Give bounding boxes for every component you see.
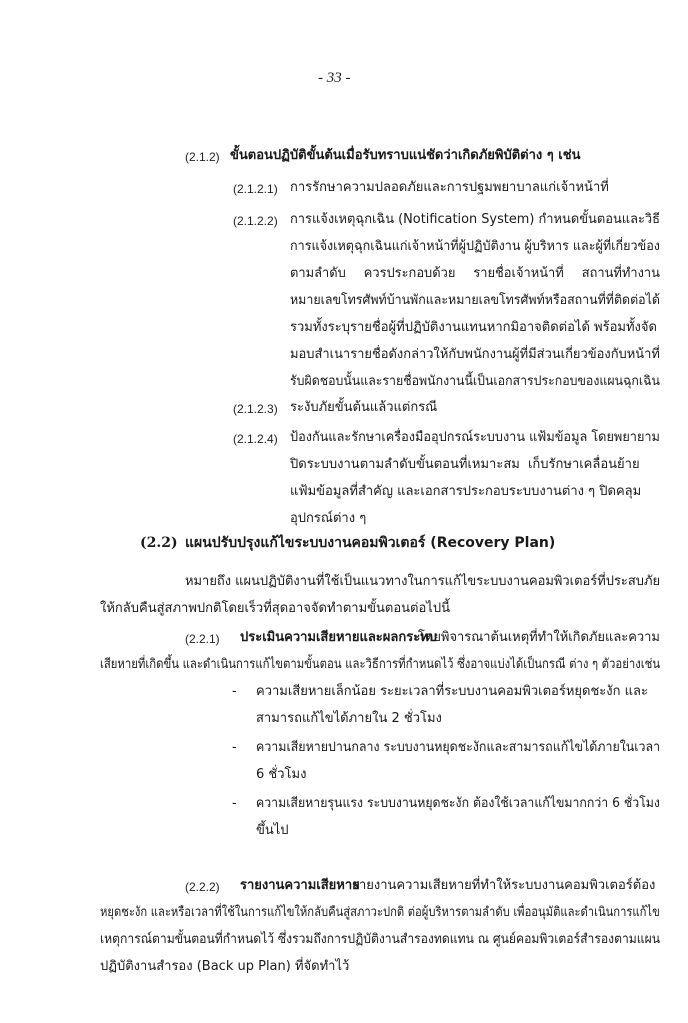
paragraph-line: เหตุการณ์ตามขั้นตอนที่กำหนดไว้ ซึ่งรวมถึงการปฏิบัติงานสำรองทดแทน ณ ศูนย์คอมพิวเตอร์สำรองตามแผน <box>100 932 661 947</box>
paragraph-line: ปฏิบัติงานสำรอง (Back up Plan) ที่จัดทำไว้ <box>100 959 350 974</box>
paragraph-line: เสียหายที่เกิดขึ้น และดำเนินการแก้ไขตามขั้นตอน และวิธีการที่กำหนดไว้ ซึ่งอาจแบ่งได้เป็นกรณี ต่าง ๆ ตัวอย่างเช่น <box>100 657 661 672</box>
bullet-text: สามารถแก้ไขได้ภายใน 2 ชั่วโมง <box>256 711 442 726</box>
bullet-dash: - <box>232 740 237 755</box>
section-heading: ขั้นตอนปฏิบัติขั้นต้นเมื่อรับทราบแน่ชัดว่าเกิดภัยพิบัติต่าง ๆ เช่น <box>230 148 581 163</box>
bullet-text: ความเสียหายปานกลาง ระบบงานหยุดชะงักและสามารถแก้ไขได้ภายในเวลา <box>256 740 661 755</box>
paragraph-line: หยุดชะงัก และหรือเวลาที่ใช้ในการแก้ไขให้กลับคืนสู่สภาวะปกติ ต่อผู้บริหารตามลำดับ เพื่ออนุมัติและดำเนินการแก้ไข <box>100 905 660 920</box>
bullet-dash: - <box>232 796 237 811</box>
bullet-text: ความเสียหายรุนแรง ระบบงานหยุดชะงัก ต้องใช้เวลาแก้ไขมากกว่า 6 ชั่วโมง <box>256 796 660 811</box>
item-text: ป้องกันและรักษาเครื่องมืออุปกรณ์ระบบงาน แฟ้มข้อมูล โดยพยายาม <box>290 430 660 445</box>
paragraph-line: โดยพิจารณาต้นเหตุที่ทำให้เกิดภัยและความ <box>418 630 660 645</box>
item-text: แฟ้มข้อมูลที่สำคัญ และเอกสารประกอบระบบงานต่าง ๆ ปิดคลุม <box>290 484 642 499</box>
section-number: (2.2.2) <box>185 880 220 894</box>
item-text: ตามลำดับ ควรประกอบด้วย รายชื่อเจ้าหน้าที่ สถานที่ทำงาน <box>290 266 660 281</box>
section-number: (2.1.2) <box>185 150 220 164</box>
bullet-text: ความเสียหายเล็กน้อย ระยะเวลาที่ระบบงานคอมพิวเตอร์หยุดชะงัก และ <box>256 684 648 699</box>
bullet-dash: - <box>232 684 237 699</box>
item-text: รวมทั้งระบุรายชื่อผู้ที่ปฏิบัติงานแทนหากมิอาจติดต่อได้ พร้อมทั้งจัด <box>290 320 657 335</box>
item-number: (2.1.2.4) <box>233 432 278 446</box>
item-text: หมายเลขโทรศัพท์บ้านพักและหมายเลขโทรศัพท์หรือสถานที่ที่ติดต่อได้ <box>290 293 660 308</box>
item-number: (2.1.2.1) <box>233 182 278 196</box>
section-heading: ประเมินความเสียหายและผลกระทบ <box>240 630 438 645</box>
paragraph-line: ให้กลับคืนสู่สภาพปกติโดยเร็วที่สุดอาจจัดทำตามขั้นตอนต่อไปนี้ <box>100 601 450 616</box>
item-text: การแจ้งเหตุฉุกเฉินแก่เจ้าหน้าที่ผู้ปฏิบัติงาน ผู้บริหาร และผู้ที่เกี่ยวข้อง <box>290 239 660 254</box>
item-number: (2.1.2.3) <box>233 402 278 416</box>
section-number: (2.2.1) <box>185 632 220 646</box>
item-number: (2.1.2.2) <box>233 214 278 228</box>
section-heading: แผนปรับปรุงแก้ไขระบบงานคอมพิวเตอร์ (Recovery Plan) <box>185 535 556 551</box>
item-text: รับผิดชอบนั้นและรายชื่อพนักงานนี้เป็นเอกสารประกอบของแผนฉุกเฉิน <box>290 374 660 389</box>
paragraph-line: หมายถึง แผนปฏิบัติงานที่ใช้เป็นแนวทางในการแก้ไขระบบงานคอมพิวเตอร์ที่ประสบภัย <box>185 574 661 589</box>
bullet-text: ขึ้นไป <box>256 823 289 838</box>
paragraph-line: รายงานความเสียหายที่ทำให้ระบบงานคอมพิวเตอร์ต้อง <box>352 878 656 893</box>
item-text: มอบสำเนารายชื่อดังกล่าวให้กับพนักงานผู้ที่มีส่วนเกี่ยวข้องกับหน้าที่ <box>290 347 660 362</box>
section-heading: รายงานความเสียหาย <box>240 878 360 893</box>
item-text: การรักษาความปลอดภัยและการปฐมพยาบาลแก่เจ้าหน้าที่ <box>290 180 609 195</box>
item-text: อุปกรณ์ต่าง ๆ <box>290 511 367 526</box>
item-text: ปิดระบบงานตามลำดับขั้นตอนที่เหมาะสม เก็บรักษาเคลื่อนย้าย <box>290 457 640 472</box>
item-text: การแจ้งเหตุฉุกเฉิน (Notification System) กำหนดขั้นตอนและวิธี <box>290 212 661 227</box>
bullet-text: 6 ชั่วโมง <box>256 767 307 782</box>
page-number: - 33 - <box>318 70 351 86</box>
item-text: ระงับภัยขั้นต้นแล้วแต่กรณี <box>290 400 438 415</box>
section-number: (2.2) <box>140 535 178 551</box>
